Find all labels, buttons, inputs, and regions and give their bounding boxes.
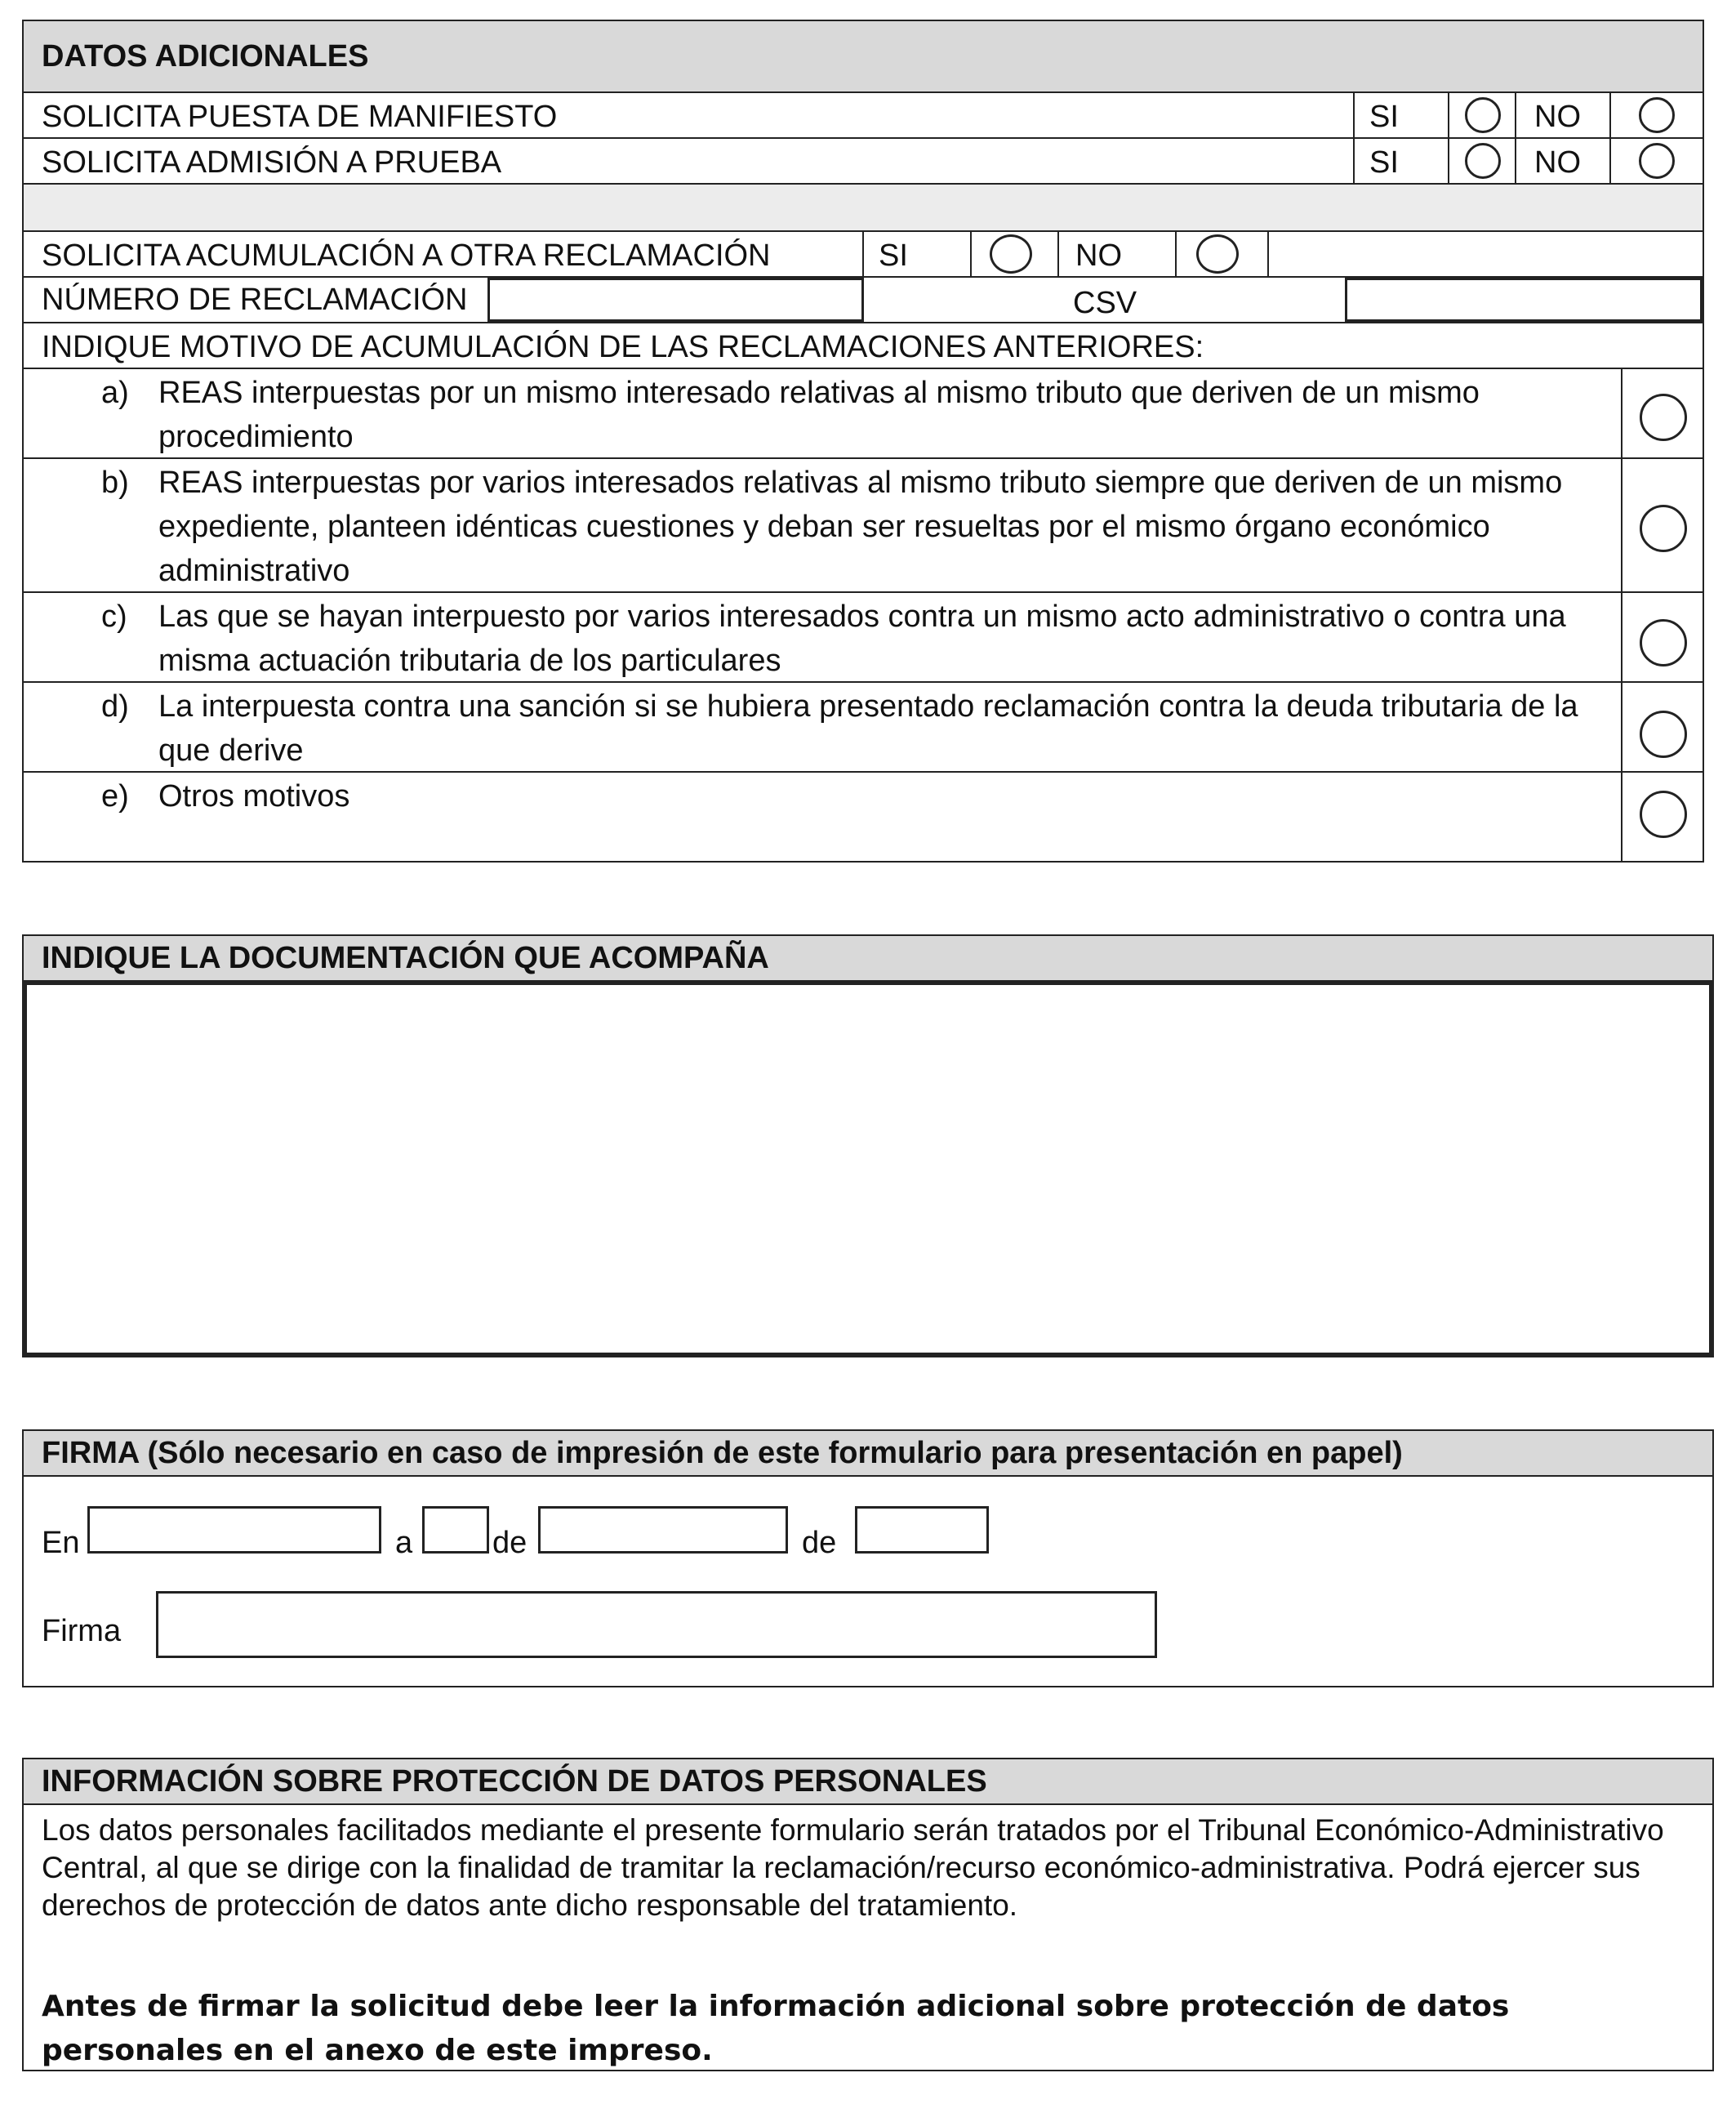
divider [1353, 93, 1355, 137]
divider [1267, 232, 1269, 276]
motivo-label: INDIQUE MOTIVO DE ACUMULACIÓN DE LAS RECLAMACIONES ANTERIORES: [42, 330, 1204, 364]
firma-anio-input[interactable] [855, 1506, 989, 1554]
motivo-item-c [24, 591, 1703, 681]
manifiesto-no-radio[interactable] [1639, 97, 1675, 133]
item-letter: c) [101, 600, 127, 634]
item-text: Las que se hayan interpuesto por varios interesados contra un mismo acto administrativo o contra una misma actuación tributaria de los particulares [158, 600, 1566, 678]
divider [1621, 683, 1622, 771]
firma-de2-label: de [802, 1526, 837, 1560]
motivo-d-radio[interactable] [1640, 711, 1687, 758]
divider [1515, 93, 1516, 137]
proteccion-section [22, 1758, 1714, 2071]
csv-input[interactable] [1345, 278, 1703, 322]
firma-signature-input[interactable] [156, 1591, 1157, 1658]
firma-en-label: En [42, 1526, 80, 1560]
acumulacion-no-radio[interactable] [1196, 234, 1239, 274]
prueba-si-radio[interactable] [1465, 143, 1501, 179]
firma-header [24, 1431, 1712, 1477]
motivo-item-d [24, 681, 1703, 771]
divider [1609, 139, 1611, 183]
divider [1448, 93, 1449, 137]
item-text: La interpuesta contra una sanción si se hubiera presentado reclamación contra la deuda tributaria de la que derive [158, 689, 1578, 768]
documentacion-section [22, 934, 1714, 1357]
item-letter: a) [101, 376, 129, 410]
divider [1448, 139, 1449, 183]
datos-adicionales-section [22, 20, 1704, 863]
divider [1609, 93, 1611, 137]
proteccion-header [24, 1759, 1712, 1805]
acumulacion-si-label: SI [879, 238, 908, 273]
firma-mes-input[interactable] [538, 1506, 788, 1554]
divider [1621, 459, 1622, 591]
firma-lugar-input[interactable] [87, 1506, 381, 1554]
divider [1353, 139, 1355, 183]
motivo-item-a [24, 368, 1703, 457]
item-letter: d) [101, 689, 129, 724]
item-text: REAS interpuestas por varios interesados relativas al mismo tributo siempre que deriven de un mismo expediente, planteen idénticas cuestiones y deban ser resueltas por el mismo órgano económico administrativo [158, 466, 1563, 588]
manifiesto-row [24, 91, 1703, 137]
prueba-si-label: SI [1369, 145, 1399, 180]
proteccion-warning: Antes de firmar la solicitud debe leer la información adicional sobre protección de datos personales en el anexo de este impreso. [42, 1990, 1510, 2067]
firma-label: Firma [42, 1614, 122, 1648]
acumulacion-label: SOLICITA ACUMULACIÓN A OTRA RECLAMACIÓN [42, 238, 771, 273]
divider [970, 232, 972, 276]
numero-reclamacion-input[interactable] [487, 278, 864, 322]
proteccion-text: Los datos personales facilitados mediante el presente formulario serán tratados por el Tribunal Económico-Administrativo Central, al que se dirige con la finalidad de tramitar la reclamación/recurso económico-administrativa. Podrá ejercer sus derechos de protección de datos ante dicho responsable del tratamiento. [42, 1813, 1664, 1922]
firma-a-label: a [395, 1526, 413, 1560]
motivo-item-e [24, 771, 1703, 861]
divider [862, 232, 864, 276]
motivo-c-radio[interactable] [1640, 619, 1687, 666]
proteccion-title: INFORMACIÓN SOBRE PROTECCIÓN DE DATOS PERSONALES [42, 1763, 987, 1799]
numero-label: NÚMERO DE RECLAMACIÓN [42, 283, 468, 317]
divider [1057, 232, 1059, 276]
datos-adicionales-header [24, 21, 1703, 91]
acumulacion-si-radio[interactable] [990, 234, 1032, 274]
item-text: Otros motivos [158, 779, 350, 814]
motivo-row [24, 322, 1703, 368]
divider [1621, 593, 1622, 681]
firma-section [22, 1429, 1714, 1687]
manifiesto-si-label: SI [1369, 100, 1399, 134]
manifiesto-no-label: NO [1534, 100, 1581, 134]
documentacion-textarea[interactable] [24, 982, 1712, 1356]
motivo-b-radio[interactable] [1640, 505, 1687, 552]
item-text: REAS interpuestas por un mismo interesado relativas al mismo tributo que deriven de un mismo procedimiento [158, 376, 1480, 454]
item-letter: e) [101, 779, 129, 814]
firma-de-label: de [492, 1526, 527, 1560]
divider [1621, 773, 1622, 863]
motivo-item-b [24, 457, 1703, 591]
prueba-row [24, 137, 1703, 183]
firma-title: FIRMA (Sólo necesario en caso de impresión de este formulario para presentación en papel) [42, 1435, 1403, 1470]
documentacion-title: INDIQUE LA DOCUMENTACIÓN QUE ACOMPAÑA [42, 940, 769, 975]
manifiesto-si-radio[interactable] [1465, 97, 1501, 133]
prueba-no-radio[interactable] [1639, 143, 1675, 179]
numero-row [24, 276, 1703, 322]
divider [1515, 139, 1516, 183]
prueba-no-label: NO [1534, 145, 1581, 180]
firma-dia-input[interactable] [422, 1506, 489, 1554]
motivo-e-radio[interactable] [1640, 791, 1687, 838]
motivo-a-radio[interactable] [1640, 394, 1687, 441]
datos-adicionales-title: DATOS ADICIONALES [42, 38, 369, 74]
item-letter: b) [101, 466, 129, 500]
manifiesto-label: SOLICITA PUESTA DE MANIFIESTO [42, 100, 558, 134]
divider [1175, 232, 1177, 276]
spacer-row [24, 183, 1703, 230]
csv-label: CSV [1073, 286, 1137, 320]
prueba-label: SOLICITA ADMISIÓN A PRUEBA [42, 145, 502, 180]
documentacion-header [24, 936, 1712, 982]
acumulacion-row [24, 230, 1703, 276]
acumulacion-no-label: NO [1075, 238, 1122, 273]
divider [1621, 369, 1622, 457]
